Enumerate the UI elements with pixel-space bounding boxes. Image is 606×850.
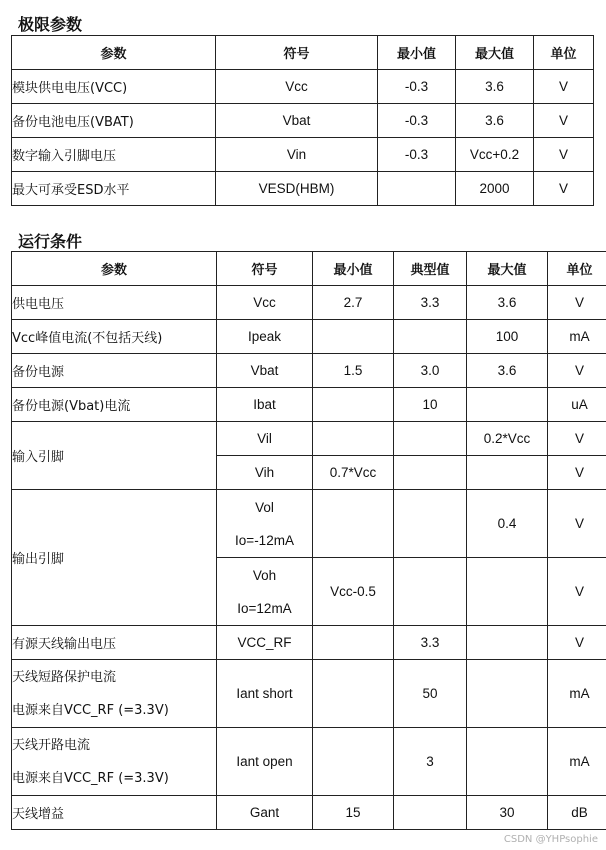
- typ-cell: [394, 796, 467, 830]
- table-row: [12, 422, 606, 456]
- symbol-line: Vol: [255, 499, 274, 515]
- typ-cell: [394, 456, 467, 490]
- header-min: 最小值: [313, 252, 394, 286]
- param-cell: 供电电压: [12, 286, 217, 320]
- symbol-cell: [217, 558, 313, 626]
- header-param: 参数: [12, 36, 216, 70]
- max-cell: [467, 456, 548, 490]
- typ-cell: 3.0: [394, 354, 467, 388]
- max-cell: [467, 558, 548, 626]
- min-cell: [313, 660, 394, 728]
- unit-cell: mA: [548, 320, 606, 354]
- unit-cell: V: [534, 172, 594, 206]
- unit-cell: V: [548, 626, 606, 660]
- typ-cell: 50: [394, 660, 467, 728]
- min-cell: [313, 490, 394, 558]
- max-cell: [467, 660, 548, 728]
- min-cell: 2.7: [313, 286, 394, 320]
- symbol-cell: [217, 490, 313, 558]
- min-cell: [313, 728, 394, 796]
- param-cell: 有源天线输出电压: [12, 626, 217, 660]
- unit-cell: V: [548, 558, 606, 626]
- header-max: 最大值: [467, 252, 548, 286]
- min-cell: Vcc-0.5: [313, 558, 394, 626]
- header-typ: 典型值: [394, 252, 467, 286]
- table-row: [12, 320, 606, 354]
- typ-cell: [394, 490, 467, 558]
- symbol-condition: Io=-12mA: [235, 532, 294, 548]
- unit-cell: V: [548, 456, 606, 490]
- max-cell: 30: [467, 796, 548, 830]
- typ-cell: 10: [394, 388, 467, 422]
- table-header-row: [12, 252, 606, 286]
- unit-cell: V: [534, 138, 594, 172]
- header-symbol: 符号: [216, 36, 378, 70]
- header-unit: 单位: [548, 252, 606, 286]
- operating-table: [11, 251, 606, 830]
- min-cell: -0.3: [378, 70, 456, 104]
- max-cell: 100: [467, 320, 548, 354]
- param-line: 天线短路保护电流: [12, 669, 117, 685]
- symbol-cell: Vih: [217, 456, 313, 490]
- symbol-cell: Vcc: [216, 70, 378, 104]
- table-row: [12, 172, 594, 206]
- min-cell: 15: [313, 796, 394, 830]
- table-row: [12, 490, 606, 558]
- param-cell: [12, 728, 217, 796]
- min-cell: 0.7*Vcc: [313, 456, 394, 490]
- max-cell: 3.6: [456, 70, 534, 104]
- table-row: [12, 626, 606, 660]
- typ-cell: 3: [394, 728, 467, 796]
- symbol-cell: Vbat: [216, 104, 378, 138]
- min-cell: [313, 388, 394, 422]
- symbol-cell: Ipeak: [217, 320, 313, 354]
- max-cell: 3.6: [456, 104, 534, 138]
- typ-cell: 3.3: [394, 286, 467, 320]
- header-min: 最小值: [378, 36, 456, 70]
- symbol-line: Voh: [252, 567, 277, 583]
- table-row: [12, 388, 606, 422]
- min-cell: 1.5: [313, 354, 394, 388]
- symbol-cell: VESD(HBM): [216, 172, 378, 206]
- limits-table: [11, 35, 594, 206]
- min-cell: [313, 422, 394, 456]
- typ-cell: [394, 558, 467, 626]
- symbol-cell: Vin: [216, 138, 378, 172]
- symbol-cell: Vbat: [217, 354, 313, 388]
- table-row: [12, 796, 606, 830]
- min-cell: [378, 172, 456, 206]
- header-symbol: 符号: [217, 252, 313, 286]
- header-max: 最大值: [456, 36, 534, 70]
- symbol-condition: Io=12mA: [237, 600, 292, 616]
- table-row: [12, 728, 606, 796]
- unit-cell: V: [548, 354, 606, 388]
- param-cell: [12, 660, 217, 728]
- max-cell: Vcc+0.2: [456, 138, 534, 172]
- unit-cell: uA: [548, 388, 606, 422]
- param-cell-output-pins: 输出引脚: [12, 490, 217, 626]
- max-cell: 0.4: [467, 490, 548, 558]
- symbol-cell: Iant open: [217, 728, 313, 796]
- limits-title: 极限参数: [18, 15, 83, 34]
- typ-cell: [394, 422, 467, 456]
- param-cell: 模块供电电压(VCC): [12, 70, 216, 104]
- param-cell: 备份电池电压(VBAT): [12, 104, 216, 138]
- header-unit: 单位: [534, 36, 594, 70]
- max-cell: 3.6: [467, 354, 548, 388]
- unit-cell: V: [548, 490, 606, 558]
- symbol-cell: Ibat: [217, 388, 313, 422]
- param-cell: 备份电源: [12, 354, 217, 388]
- typ-cell: 3.3: [394, 626, 467, 660]
- table-row: [12, 286, 606, 320]
- table-row: [12, 138, 594, 172]
- min-cell: [313, 320, 394, 354]
- symbol-cell: Vcc: [217, 286, 313, 320]
- unit-cell: mA: [548, 728, 606, 796]
- unit-cell: V: [534, 104, 594, 138]
- typ-cell: [394, 320, 467, 354]
- watermark: CSDN @YHPsophie: [503, 834, 598, 845]
- max-cell: 3.6: [467, 286, 548, 320]
- unit-cell: V: [548, 422, 606, 456]
- unit-cell: mA: [548, 660, 606, 728]
- min-cell: -0.3: [378, 138, 456, 172]
- header-param: 参数: [12, 252, 217, 286]
- param-line: 天线开路电流: [12, 737, 91, 753]
- table-row: [12, 354, 606, 388]
- table-row: [12, 70, 594, 104]
- operating-title: 运行条件: [18, 232, 83, 251]
- param-condition: 电源来自VCC_RF (=3.3V): [12, 770, 169, 786]
- table-header-row: [12, 36, 594, 70]
- symbol-cell: Iant short: [217, 660, 313, 728]
- max-cell: 2000: [456, 172, 534, 206]
- table-row: [12, 660, 606, 728]
- min-cell: -0.3: [378, 104, 456, 138]
- min-cell: [313, 626, 394, 660]
- param-cell-input-pins: 输入引脚: [12, 422, 217, 490]
- symbol-cell: Vil: [217, 422, 313, 456]
- param-condition: 电源来自VCC_RF (=3.3V): [12, 702, 169, 718]
- param-cell: Vcc峰值电流(不包括天线): [12, 320, 217, 354]
- unit-cell: V: [548, 286, 606, 320]
- max-cell: [467, 626, 548, 660]
- param-cell: 备份电源(Vbat)电流: [12, 388, 217, 422]
- unit-cell: V: [534, 70, 594, 104]
- max-cell: [467, 728, 548, 796]
- param-cell: 天线增益: [12, 796, 217, 830]
- unit-cell: dB: [548, 796, 606, 830]
- table-row: [12, 104, 594, 138]
- max-cell: 0.2*Vcc: [467, 422, 548, 456]
- param-cell: 数字输入引脚电压: [12, 138, 216, 172]
- param-cell: 最大可承受ESD水平: [12, 172, 216, 206]
- symbol-cell: Gant: [217, 796, 313, 830]
- symbol-cell: VCC_RF: [217, 626, 313, 660]
- max-cell: [467, 388, 548, 422]
